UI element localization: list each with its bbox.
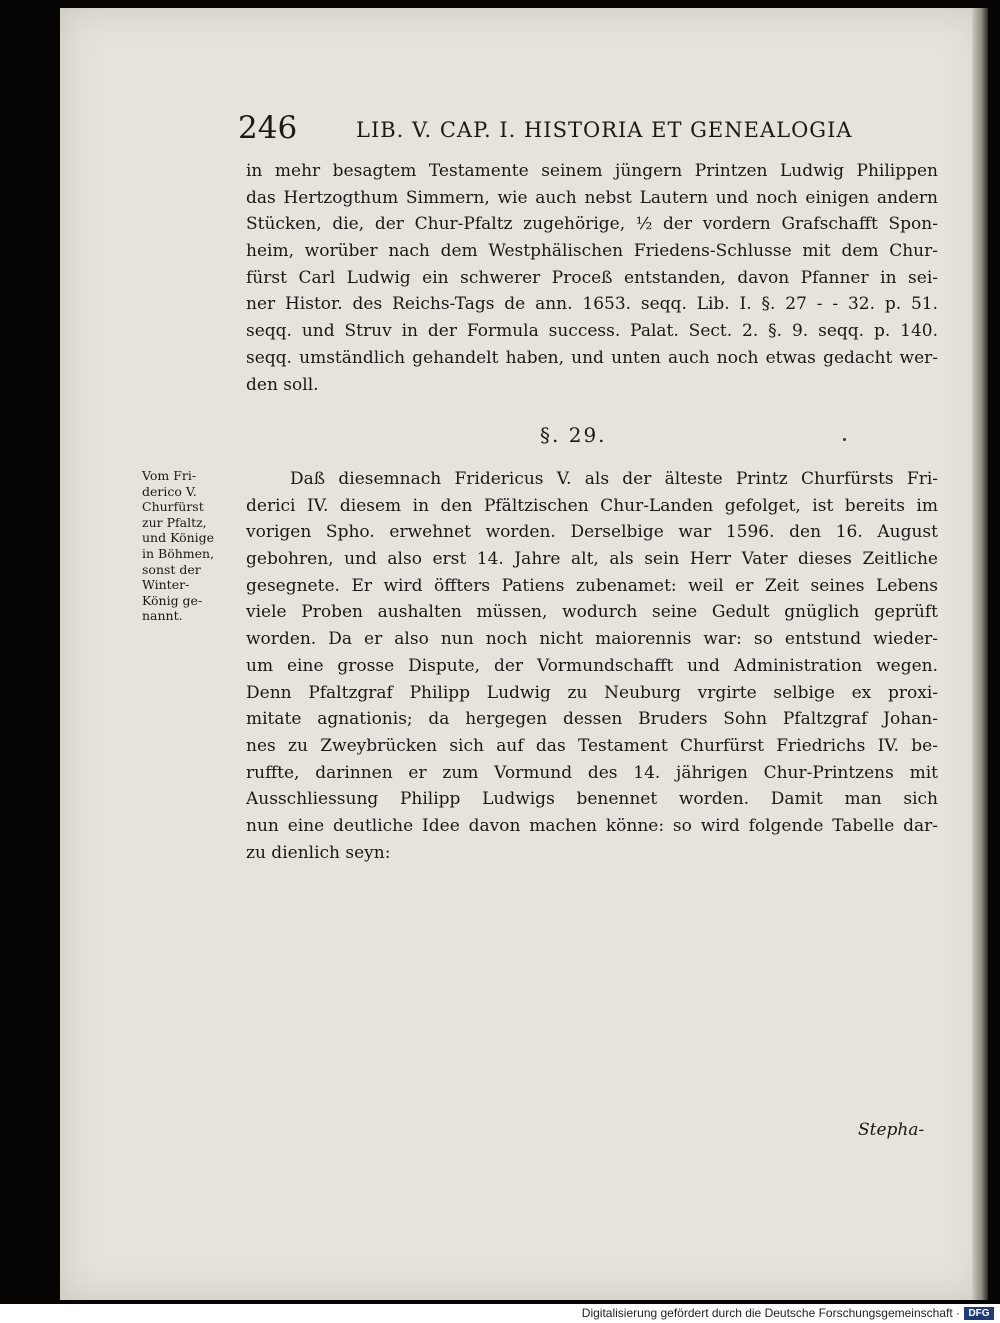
text-line: worden. Da er also nun noch nicht maiorennis war: so entstund wieder- xyxy=(246,629,938,650)
margin-note-line: und Könige xyxy=(142,530,215,546)
footer-bar xyxy=(0,1304,1000,1323)
text-line: um eine grosse Dispute, der Vormundschafft und Administration wegen. xyxy=(246,655,938,676)
paragraph-top xyxy=(246,158,938,398)
margin-note-line: sonst der xyxy=(142,561,201,577)
margin-note-line: derico V. xyxy=(142,483,197,499)
text-line: gebohren, und also erst 14. Jahre alt, als sein Herr Vater dieses Zeitliche xyxy=(246,549,938,570)
text-line: das Hertzogthum Simmern, wie auch nebst Lautern und noch einigen andern xyxy=(246,187,938,208)
running-head xyxy=(238,110,938,150)
footer-credit: Digitalisierung gefördert durch die Deutsche Forschungsgemeinschaft · xyxy=(581,1306,960,1320)
text-line: heim, worüber nach dem Westphälischen Friedens-Schlusse mit dem Chur- xyxy=(246,241,938,262)
catchword: Stepha- xyxy=(858,1120,925,1140)
text-line: Denn Pfaltzgraf Philipp Ludwig zu Neuburg vrgirte selbige ex proxi- xyxy=(246,682,938,703)
text-line: fürst Carl Ludwig ein schwerer Proceß entstanden, davon Pfanner in sei- xyxy=(246,267,938,288)
margin-note-line: in Böhmen, xyxy=(142,545,215,561)
text-line: Ausschliessung Philipp Ludwigs benennet worden. Damit man sich xyxy=(246,789,938,810)
ink-speck xyxy=(843,438,846,441)
text-line: ner Histor. des Reichs-Tags de ann. 1653. seqq. Lib. I. §. 27 - - 32. p. 51. xyxy=(246,294,938,315)
text-line: seqq. umständlich gehandelt haben, und unten auch noch etwas gedacht wer- xyxy=(246,347,938,368)
margin-note-line: Churfürst xyxy=(142,499,204,515)
text-line: den soll. xyxy=(246,374,319,395)
text-line: Daß diesemnach Fridericus V. als der älteste Printz Churfürsts Fri- xyxy=(290,469,938,489)
page-number: 246 xyxy=(238,110,298,146)
text-line: in mehr besagtem Testamente seinem jüngern Printzen Ludwig Philippen xyxy=(246,161,938,181)
margin-note-line: König ge- xyxy=(142,592,203,608)
text-line: Stücken, die, der Chur-Pfaltz zugehörige, ½ der vordern Grafschafft Spon- xyxy=(246,214,938,235)
text-line: viele Proben aushalten müssen, wodurch seine Gedult gnüglich geprüft xyxy=(246,602,938,623)
text-line: mitate agnationis; da hergegen dessen Bruders Sohn Pfaltzgraf Johan- xyxy=(246,709,938,730)
running-title: LIB. V. CAP. I. HISTORIA ET GENEALOGIA xyxy=(356,118,853,142)
text-line: vorigen Spho. erwehnet worden. Derselbige war 1596. den 16. August xyxy=(246,522,938,543)
text-line: seqq. und Struv in der Formula success. Palat. Sect. 2. §. 9. seqq. p. 140. xyxy=(246,321,938,342)
margin-note xyxy=(142,468,242,624)
margin-note-line: zur Pfaltz, xyxy=(142,514,207,530)
dfg-logo-icon: DFG xyxy=(964,1307,994,1320)
text-line: ruffte, darinnen er zum Vormund des 14. jährigen Chur-Printzens mit xyxy=(246,762,938,783)
paragraph-main xyxy=(246,466,938,866)
margin-note-line: Winter- xyxy=(142,577,190,593)
text-line: derici IV. diesem in den Pfältzischen Chur-Landen gefolget, ist bereits im xyxy=(246,495,938,516)
page-edge xyxy=(972,8,988,1300)
text-line: gesegnete. Er wird öffters Patiens zubenamet: weil er Zeit seines Lebens xyxy=(246,575,938,596)
margin-note-line: nannt. xyxy=(142,608,183,624)
section-heading: §. 29. xyxy=(540,423,607,447)
text-line: nun eine deutliche Idee davon machen könne: so wird folgende Tabelle dar- xyxy=(246,815,938,836)
text-line: zu dienlich seyn: xyxy=(246,842,391,863)
text-line: nes zu Zweybrücken sich auf das Testament Churfürst Friedrichs IV. be- xyxy=(246,735,938,756)
margin-note-line: Vom Fri- xyxy=(142,468,197,483)
